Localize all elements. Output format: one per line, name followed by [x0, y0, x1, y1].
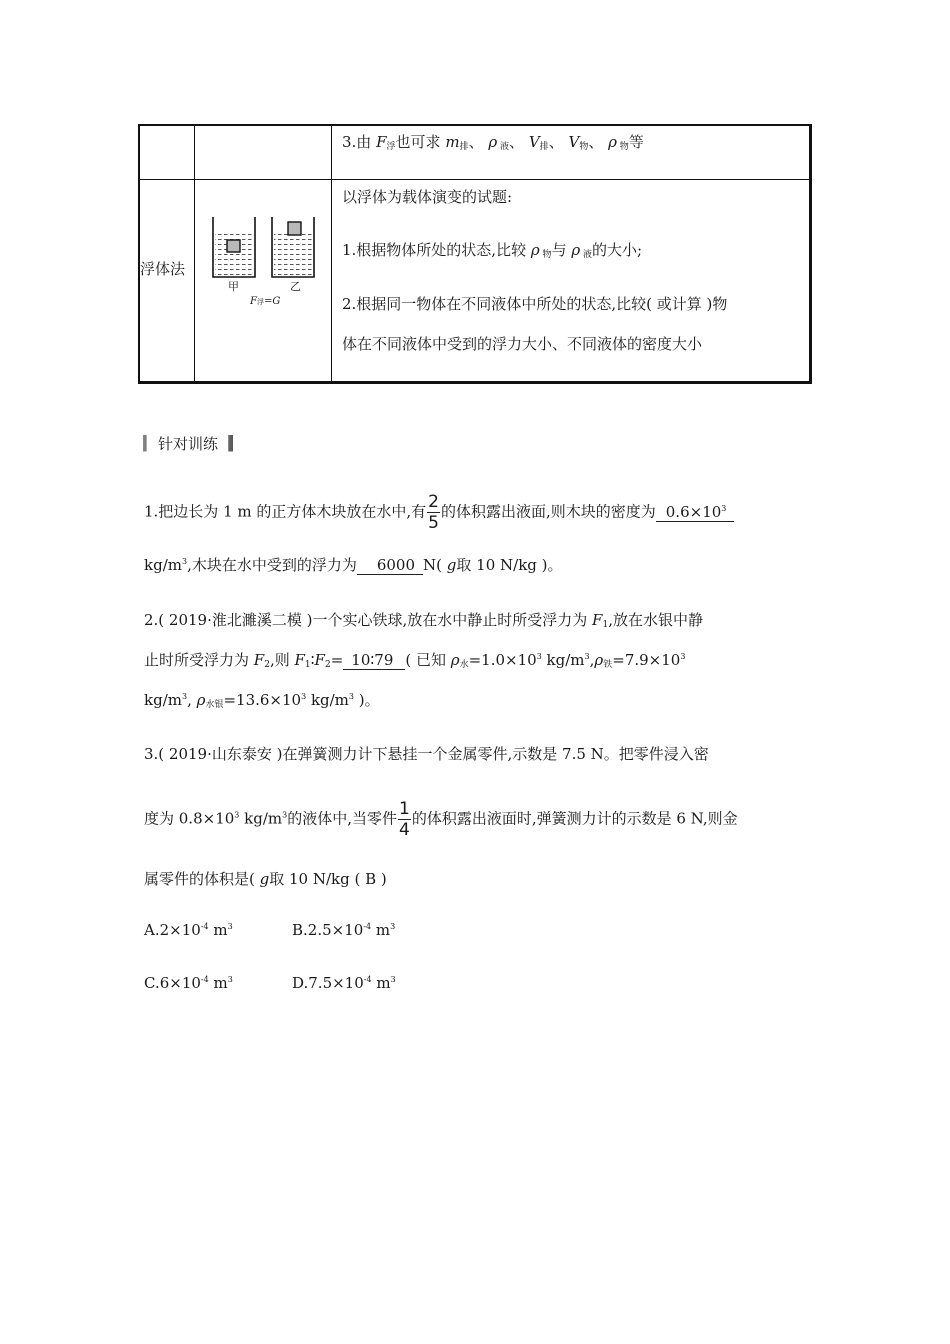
q3-fraction: $\frac{1}{4}$ — [399, 799, 410, 840]
table-col-divider-1 — [194, 124, 195, 384]
container-yi — [272, 217, 314, 277]
q1-fraction: $\frac{2}{5}$ — [428, 492, 439, 533]
table-row-divider — [138, 179, 812, 180]
container-jia — [213, 217, 255, 277]
label-jia: 甲 — [228, 280, 239, 293]
q3-line2: 度为 $0.8\times 10^3$ $kg/m^3$的液体中,当零件 $\frac{1}{4}$ 的体积露出液面时,弹簧测力计的示数是 6 N,则金 — [144, 799, 738, 840]
q3-option-a[interactable]: $A.2\times 10^{-4}$ $m^3$ — [144, 921, 233, 939]
table-col-divider-2 — [331, 124, 332, 384]
q3-line1: 3.( 2019·山东泰安 )在弹簧测力计下悬挂一个金属零件,示数是 7.5 N。把零件浸入密 — [144, 745, 709, 763]
row2-item2-line1: 2.根据同一物体在不同液体中所处的状态,比较( 或计算 )物 — [342, 295, 728, 313]
heading-marker-left-icon — [143, 435, 155, 452]
row1-text: 3.由 $F_浮$也可求 $m_排$、 ρ $_液$、 $V_排$、 $V_物$、 ρ $_物$等 — [342, 133, 644, 152]
block-submerged — [227, 240, 240, 252]
method-label: 浮体法 — [140, 260, 186, 278]
buoyancy-diagram — [206, 212, 322, 314]
q1-answer-density: $0.6\times 10^3$ — [656, 500, 735, 522]
q1-line2: $kg/m^3$,木块在水中受到的浮力为 6000 N( g取 10 N/kg )。 — [144, 556, 563, 574]
section-heading — [143, 432, 233, 454]
q1-line1: 1.把边长为 1 m 的正方体木块放在水中,有 $\frac{2}{5}$ 的体积露出液面,则木块的密度为 $0.6\times 10^3$ — [144, 492, 734, 533]
table-border-bottom — [138, 381, 812, 384]
row2-item1: 1.根据物体所处的状态,比较 ρ $_物$与 ρ $_液$的大小; — [342, 241, 643, 260]
q1-answer-force: 6000 — [357, 557, 423, 575]
label-yi: 乙 — [290, 280, 301, 293]
q3-option-c[interactable]: $C.6\times 10^{-4}$ $m^3$ — [144, 974, 233, 992]
q2-line1: 2.( 2019·淮北濉溪二模 )一个实心铁球,放在水中静止时所受浮力为 $F_1$,放在水银中静 — [144, 611, 703, 630]
q2-line2: 止时所受浮力为 $F_2$,则 $F_1∶F_2=$ 10∶79 ( 已知 $\rho_水=1.0\times 10^3$ $kg/m^3,\rho_铁=7.9\times 10^3$ — [144, 651, 686, 670]
table-border-right — [809, 124, 812, 384]
section-title: 针对训练 — [158, 434, 219, 453]
q3-option-b[interactable]: $B.2.5\times 10^{-4}$ $m^3$ — [292, 921, 396, 939]
table-border-top — [138, 124, 812, 126]
diagram-formula: F浮=G — [250, 296, 281, 307]
q2-line3: $kg/m^3$, $\rho_{水银}=13.6\times 10^3$ $kg/m^3$ )。 — [144, 691, 380, 710]
row2-intro: 以浮体为载体演变的试题: — [342, 188, 513, 206]
heading-marker-right-icon — [221, 435, 233, 452]
q3-line3: 属零件的体积是( g取 10 N/kg ( B ) — [144, 870, 387, 888]
q2-answer-ratio: 10∶79 — [343, 652, 405, 670]
table-border-left — [138, 124, 140, 384]
block-floating — [288, 222, 301, 235]
row2-item2-line2: 体在不同液体中受到的浮力大小、不同液体的密度大小 — [342, 335, 703, 353]
q3-option-d[interactable]: $D.7.5\times 10^{-4}$ $m^3$ — [292, 974, 396, 992]
